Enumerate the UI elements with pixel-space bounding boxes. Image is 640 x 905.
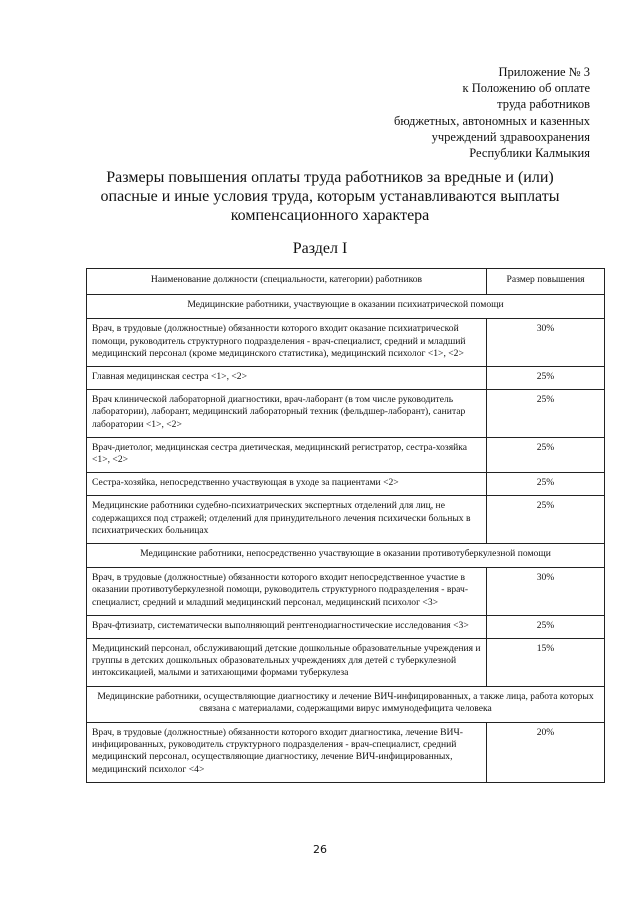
appendix-line: учреждений здравоохранения	[431, 129, 590, 144]
increase-cell: 25%	[487, 615, 605, 638]
table-row	[87, 390, 605, 438]
appendix-line: к Положению об оплате	[462, 81, 590, 96]
position-cell: Врач-фтизиатр, систематически выполняющий рентгенодиагностические исследования <3>	[87, 615, 487, 638]
position-cell: Медицинский персонал, обслуживающий детские дошкольные образовательные учреждения и группы в детских дошкольных образовательных учреждениях для детей с туберкулезной интоксикацией, малыми и затихающими формами туберкулеза	[87, 639, 487, 687]
increase-cell: 25%	[487, 390, 605, 438]
section-heading: Раздел I	[292, 240, 348, 257]
category-title: Медицинские работники, участвующие в оказании психиатрической помощи	[87, 295, 605, 319]
increase-cell: 25%	[487, 473, 605, 496]
table-header-row	[87, 269, 605, 295]
header-position: Наименование должности (специальности, категории) работников	[87, 269, 487, 295]
category-title: Медицинские работники, непосредственно участвующие в оказании противотуберкулезной помощи	[87, 544, 605, 568]
category-title: Медицинские работники, осуществляющие диагностику и лечение ВИЧ-инфицированных, а также лица, работа которых связана с материалами, содержащими вирус иммунодефицита человека	[87, 686, 605, 722]
table-row	[87, 615, 605, 638]
position-cell: Медицинские работники судебно-психиатрических экспертных отделений для лиц, не содержащихся под стражей; отделений для принудительного лечения психически больных в психиатрических больницах	[87, 496, 487, 544]
position-cell: Главная медицинская сестра <1>, <2>	[87, 367, 487, 390]
increase-cell: 30%	[487, 568, 605, 616]
category-row	[87, 295, 605, 319]
category-row	[87, 544, 605, 568]
header-increase: Размер повышения	[487, 269, 605, 295]
compensation-table	[86, 268, 605, 783]
document-title: Размеры повышения оплаты труда работников за вредные и (или) опасные и иные условия труда, которым устанавливаются выплаты компенсационного характера	[100, 169, 560, 224]
table-row	[87, 319, 605, 367]
increase-cell: 30%	[487, 319, 605, 367]
increase-cell: 15%	[487, 639, 605, 687]
position-cell: Врач, в трудовые (должностные) обязанности которого входит оказание психиатрической помощи, руководитель структурного подразделения - врач-специалист, средний и младший медицинский персонал (кроме медицинского статистика), медицинский психолог <1>, <2>	[87, 319, 487, 367]
position-cell: Сестра-хозяйка, непосредственно участвующая в уходе за пациентами <2>	[87, 473, 487, 496]
appendix-reference	[394, 64, 590, 161]
increase-cell: 25%	[487, 367, 605, 390]
table-row	[87, 437, 605, 472]
appendix-line: Приложение № 3	[498, 65, 590, 79]
increase-cell: 25%	[487, 496, 605, 544]
appendix-line: труда работников	[497, 97, 590, 112]
appendix-line: Республики Калмыкия	[469, 146, 590, 161]
increase-cell: 25%	[487, 437, 605, 472]
position-cell: Врач клинической лабораторной диагностики, врач-лаборант (в том числе руководитель лаборатории), лаборант, медицинский лабораторный техник (фельдшер-лаборант), санитар лаборатории <1>, <2>	[87, 390, 487, 438]
position-cell: Врач, в трудовые (должностные) обязанности которого входит непосредственное участие в оказании противотуберкулезной помощи, руководитель структурного подразделения - врач-специалист, средний и младший медицинский персонал, медицинский психолог <3>	[87, 568, 487, 616]
increase-cell: 20%	[487, 723, 605, 783]
page-number: 26	[313, 843, 327, 856]
table-row	[87, 367, 605, 390]
category-row	[87, 686, 605, 722]
table-row	[87, 568, 605, 616]
position-cell: Врач-диетолог, медицинская сестра диетическая, медицинский регистратор, сестра-хозяйка <1>, <2>	[87, 437, 487, 472]
table-row	[87, 639, 605, 687]
table-row	[87, 496, 605, 544]
position-cell: Врач, в трудовые (должностные) обязанности которого входит диагностика, лечение ВИЧ-инфицированных, руководитель структурного подразделения - врач-специалист, средний медицинский персонал, осуществляющие диагностику, лечение ВИЧ-инфицированных, медицинский психолог <4>	[87, 723, 487, 783]
table-row	[87, 473, 605, 496]
table-row	[87, 723, 605, 783]
appendix-line: бюджетных, автономных и казенных	[393, 113, 590, 128]
